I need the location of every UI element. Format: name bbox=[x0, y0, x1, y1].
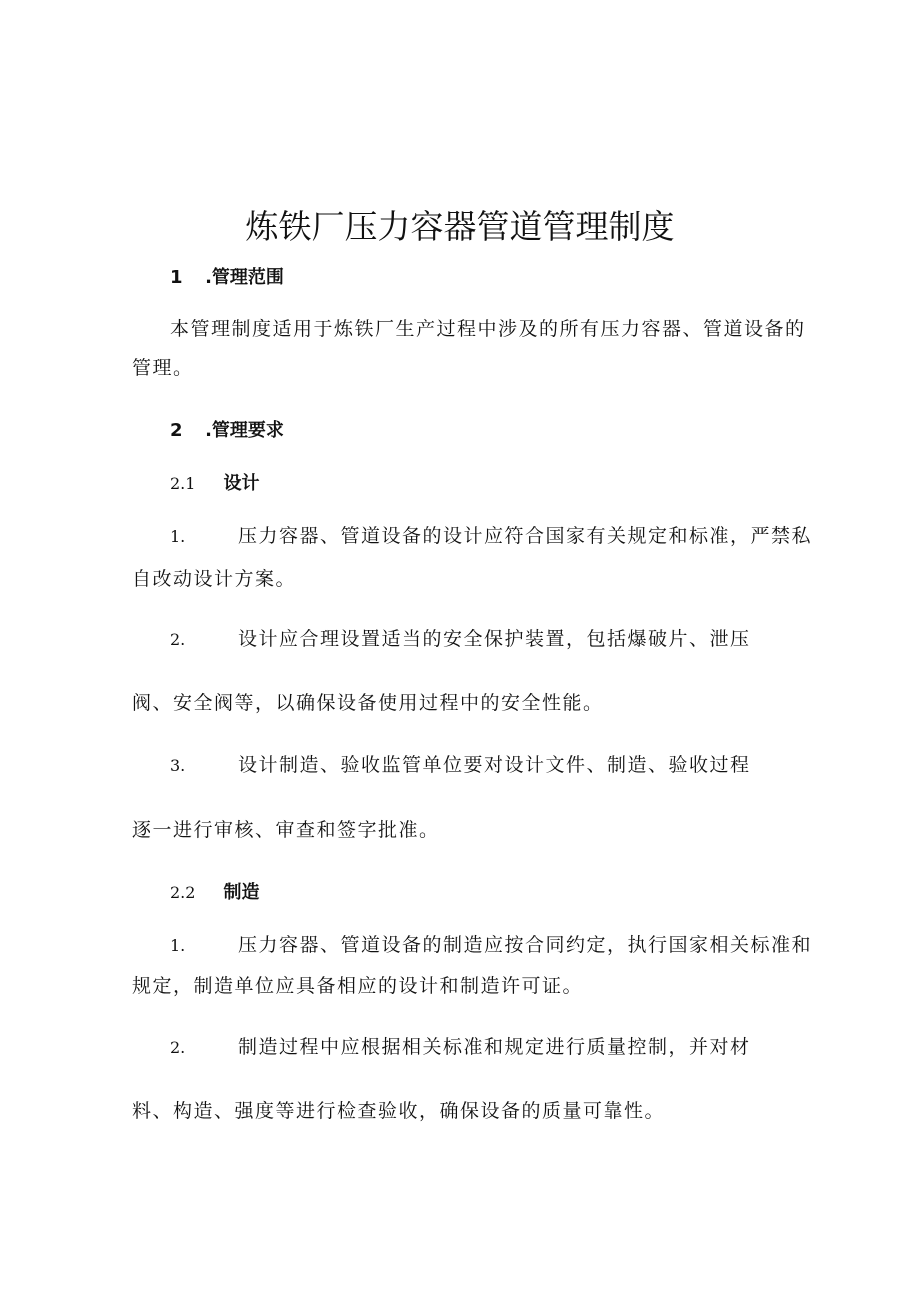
subsection-2-2-number: 2.2 bbox=[170, 883, 196, 902]
design-item-1 bbox=[170, 523, 812, 550]
design-item-3-number: 3. bbox=[170, 756, 186, 775]
manufacture-item-1 bbox=[170, 932, 812, 959]
section1-paragraph-line1: 本管理制度适用于炼铁厂生产过程中涉及的所有压力容器、管道设备的 bbox=[170, 318, 806, 340]
design-item-2-number: 2. bbox=[170, 630, 186, 649]
section2-number: 2 bbox=[170, 420, 183, 441]
design-item-1-number: 1. bbox=[170, 527, 186, 546]
design-item-3-line2: 逐一进行审核、审查和签字批准。 bbox=[132, 819, 440, 841]
section2-label: .管理要求 bbox=[205, 420, 284, 441]
manufacture-item-1-line1: 压力容器、管道设备的制造应按合同约定，执行国家相关标准和 bbox=[238, 934, 813, 956]
manufacture-item-2-number: 2. bbox=[170, 1038, 186, 1057]
design-item-3 bbox=[170, 752, 751, 779]
section1-paragraph-line2: 管理。 bbox=[132, 357, 194, 379]
design-item-1-line1: 压力容器、管道设备的设计应符合国家有关规定和标准，严禁私 bbox=[238, 525, 813, 547]
section2-heading bbox=[170, 418, 284, 444]
design-item-2-line1: 设计应合理设置适当的安全保护装置，包括爆破片、泄压 bbox=[238, 628, 751, 650]
manufacture-item-1-number: 1. bbox=[170, 936, 186, 955]
document-title: 炼铁厂压力容器管道管理制度 bbox=[245, 207, 675, 246]
design-item-2 bbox=[170, 626, 751, 653]
design-item-2-line2: 阀、安全阀等，以确保设备使用过程中的安全性能。 bbox=[132, 692, 604, 714]
subsection-2-1-number: 2.1 bbox=[170, 474, 196, 493]
manufacture-item-2-line1: 制造过程中应根据相关标准和规定进行质量控制，并对材 bbox=[238, 1036, 751, 1058]
section1-number: 1 bbox=[170, 267, 183, 288]
subsection-2-1-heading bbox=[170, 470, 260, 497]
manufacture-item-2-line2: 料、构造、强度等进行检查验收，确保设备的质量可靠性。 bbox=[132, 1100, 666, 1122]
design-item-3-line1: 设计制造、验收监管单位要对设计文件、制造、验收过程 bbox=[238, 754, 751, 776]
section1-heading bbox=[170, 265, 284, 291]
subsection-2-2-label: 制造 bbox=[223, 882, 260, 903]
manufacture-item-2 bbox=[170, 1034, 751, 1061]
subsection-2-2-heading bbox=[170, 879, 260, 906]
subsection-2-1-label: 设计 bbox=[223, 473, 260, 494]
manufacture-item-1-line2: 规定，制造单位应具备相应的设计和制造许可证。 bbox=[132, 975, 584, 997]
section1-label: .管理范围 bbox=[205, 267, 284, 288]
design-item-1-line2: 自改动设计方案。 bbox=[132, 568, 297, 590]
